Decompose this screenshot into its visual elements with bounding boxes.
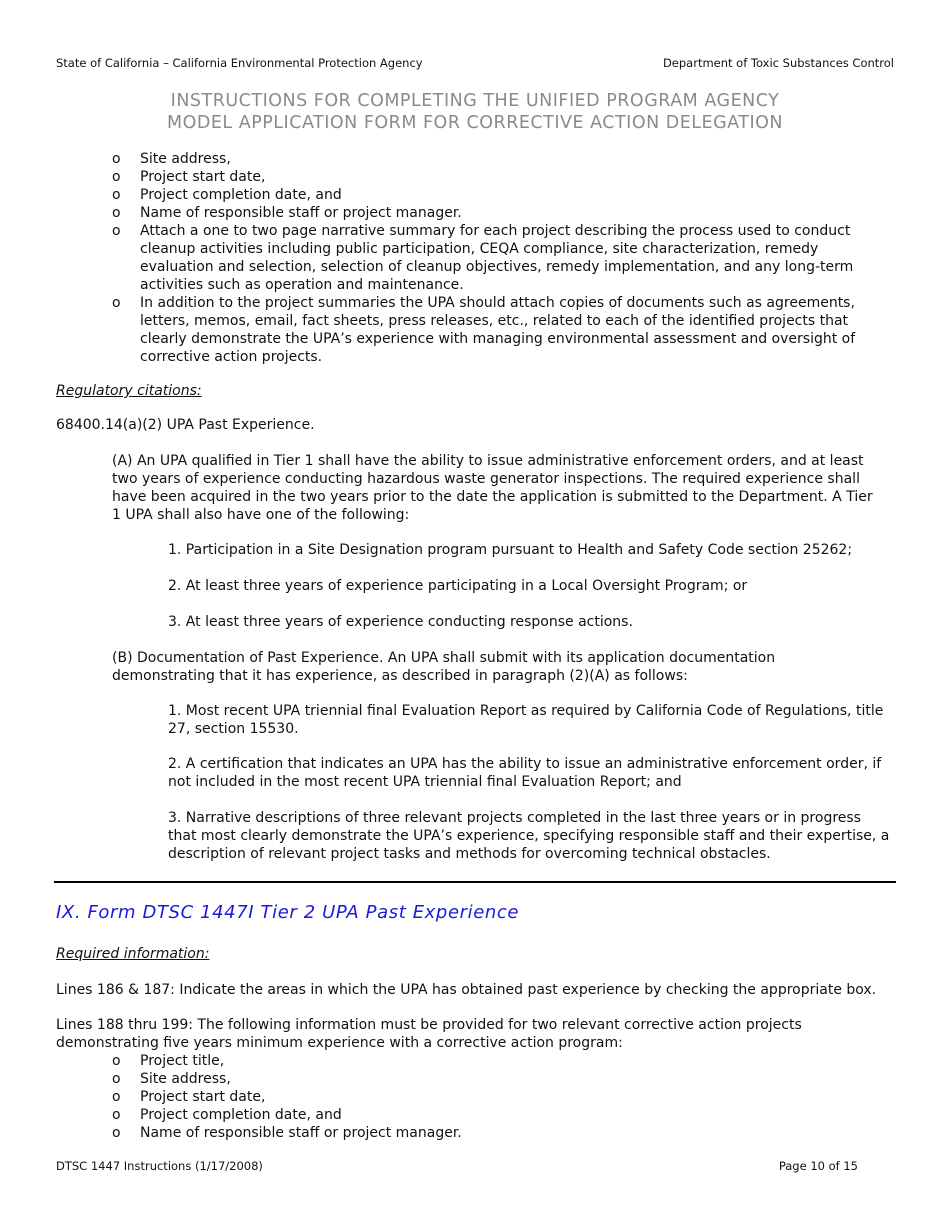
requirement-item-a2: 2. At least three years of experience participating in a Local Oversight Program; or [168,578,748,594]
bullet-marker: o [112,295,121,311]
lines-188-199-instruction: Lines 188 thru 199: The following information must be provided for two relevant corrective action projects demonstrating five years minimum experience with a corrective action program: [56,1017,802,1051]
header-department: Department of Toxic Substances Control [662,56,894,70]
corrective-action-project-list [112,1052,896,1142]
requirement-item-b3: 3. Narrative descriptions of three relevant projects completed in the last three years or in progress that most clearly demonstrate the UPA’s experience, specifying responsible staff and their expertise, a description of relevant project tasks and methods for overcoming technical obstacles. [168,810,890,862]
list-item: o Project start date, [112,169,266,185]
required-information-heading: Required information: [56,946,210,962]
bullet-marker: o [112,1071,121,1087]
list-item: o Site address, [112,1071,231,1087]
bullet-marker: o [112,169,121,185]
paragraph-a: (A) An UPA qualified in Tier 1 shall have the ability to issue administrative enforcement orders, and at least two years of experience conducting hazardous waste generator inspections. The required experience shall have been acquired in the two years prior to the date the application is submitted to the Department. A Tier 1 UPA shall also have one of the following: [112,453,873,523]
bullet-marker: o [112,223,121,239]
list-item: o Name of responsible staff or project manager. [112,1125,462,1141]
requirement-item-a3: 3. At least three years of experience conducting response actions. [168,614,633,630]
list-item: o Project start date, [112,1089,266,1105]
requirement-item-a1: 1. Participation in a Site Designation program pursuant to Health and Safety Code section 25262; [168,542,853,558]
list-item: o Site address, [112,151,231,167]
page-number: Page 10 of 15 [778,1159,858,1173]
paragraph-b: (B) Documentation of Past Experience. An UPA shall submit with its application documentation demonstrating that it has experience, as described in paragraph (2)(A) as follows: [112,650,776,684]
list-item: o Project completion date, and [112,1107,342,1123]
list-item: o Attach a one to two page narrative summary for each project describing the process used to conduct cleanup activities including public participation, CEQA compliance, site characterization, remedy evaluation and selection, selection of cleanup objectives, remedy implementation, and any long-term activities such as operation and maintenance. [112,223,854,293]
bullet-marker: o [112,187,121,203]
citation-reference: 68400.14(a)(2) UPA Past Experience. [56,417,315,433]
requirement-item-b1: 1. Most recent UPA triennial final Evaluation Report as required by California Code of Regulations, title 27, section 15530. [168,703,884,737]
list-item: o Name of responsible staff or project manager. [112,205,462,221]
footer-form-id: DTSC 1447 Instructions (1/17/2008) [56,1159,263,1173]
bullet-marker: o [112,1107,121,1123]
regulatory-citations-heading: Regulatory citations: [56,383,202,399]
header-agency: State of California – California Environmental Protection Agency [56,56,423,70]
bullet-marker: o [112,1053,121,1069]
lines-186-187-instruction: Lines 186 & 187: Indicate the areas in which the UPA has obtained past experience by checking the appropriate box. [56,982,877,998]
bullet-marker: o [112,205,121,221]
bullet-marker: o [112,1089,121,1105]
bullet-marker: o [112,1125,121,1141]
document-title-line-2: MODEL APPLICATION FORM FOR CORRECTIVE ACTION DELEGATION [167,113,783,133]
list-item: o Project completion date, and [112,187,342,203]
project-details-list [112,150,896,366]
document-title-line-1: INSTRUCTIONS FOR COMPLETING THE UNIFIED PROGRAM AGENCY [170,91,780,111]
list-item: o In addition to the project summaries the UPA should attach copies of documents such as agreements, letters, memos, email, fact sheets, press releases, etc., related to each of the identified projects that clearly demonstrate the UPA’s experience with managing environmental assessment and oversight of corrective action projects. [112,295,856,365]
bullet-marker: o [112,151,121,167]
section-title: IX. Form DTSC 1447I Tier 2 UPA Past Experience [56,902,520,923]
requirement-item-b2: 2. A certification that indicates an UPA has the ability to issue an administrative enforcement order, if not included in the most recent UPA triennial final Evaluation Report; and [168,756,882,790]
list-item: o Project title, [112,1053,225,1069]
section-divider [54,881,896,883]
